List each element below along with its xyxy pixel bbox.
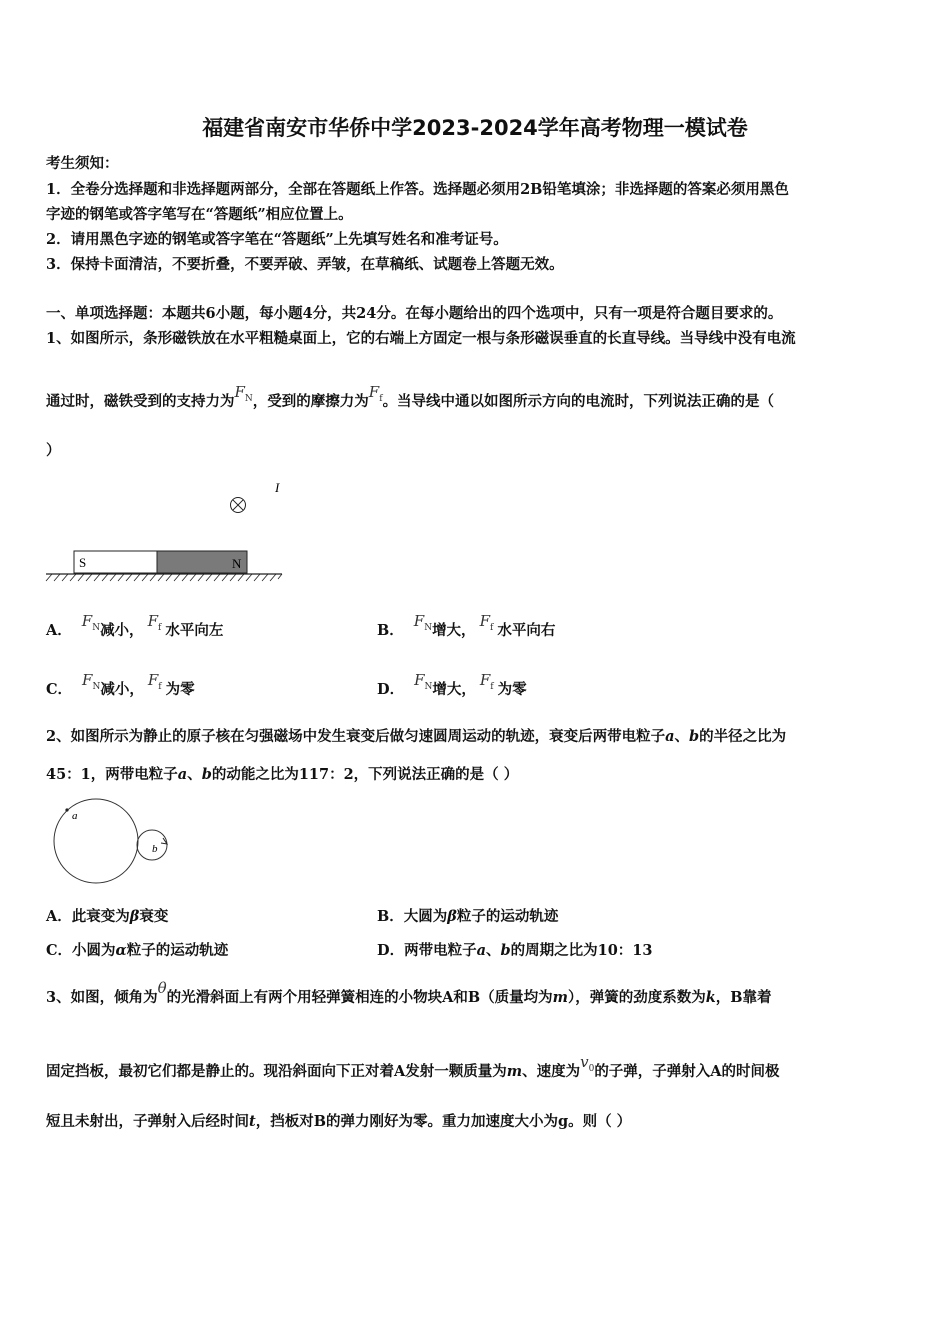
q1-text-a: 通过时，磁铁受到的支持力为	[46, 393, 235, 410]
section-heading: 一、单项选择题：本题共6小题，每小题4分，共24分。在每小题给出的四个选项中，只有一项是符合题目要求的。	[46, 305, 783, 322]
ff-symbol: $F_f$	[479, 612, 494, 633]
ff-symbol: $F_f$	[479, 671, 494, 692]
theta-symbol: θ	[157, 979, 167, 997]
fn-symbol: $F_N$	[413, 612, 433, 633]
notice-item-1-cont: 字迹的钢笔或答字笔写在“答题纸”相应位置上。	[46, 206, 353, 223]
q1-line-2	[46, 383, 775, 413]
q2-option-b[interactable]: B．大圆为β粒子的运动轨迹	[377, 908, 559, 925]
q2-option-d[interactable]: D．两带电粒子a、b的周期之比为10：13	[377, 942, 653, 959]
particle-b-label: b	[152, 843, 158, 855]
current-label: I	[275, 480, 280, 495]
q2-option-a[interactable]: A．此衰变为β衰变	[46, 908, 169, 925]
q1-option-a[interactable]: A．$F_N$减小，$F_f$ 水平向左	[46, 612, 224, 639]
q1-text-b: ，受到的摩擦力为	[252, 393, 369, 410]
particle-a-label: a	[72, 810, 78, 822]
ff-symbol: $F_f$	[368, 383, 383, 404]
q3-line-2: 固定挡板，最初它们都是静止的。现沿斜面向下正对着A发射一颗质量为m、速度为$v_0$的子弹，子弹射入A的时间极	[46, 1053, 780, 1080]
q1-line-1: 1、如图所示，条形磁铁放在水平粗糙桌面上，它的右端上方固定一根与条形磁误垂直的长直导线。当导线中没有电流	[46, 330, 796, 347]
ff-symbol: $F_f$	[147, 612, 162, 633]
q1-line-3: ）	[46, 442, 61, 459]
orbit-figure	[48, 794, 178, 890]
fn-symbol: $F_N$	[82, 671, 101, 692]
notice-item-1: 1．全卷分选择题和非选择题两部分，全部在答题纸上作答。选择题必须用2B铅笔填涂；非选择题的答案必须用黑色	[46, 181, 789, 198]
s-pole-label: S	[79, 555, 87, 570]
n-pole-label: N	[232, 556, 242, 571]
particle-a-dot	[65, 808, 68, 811]
notice-heading: 考生须知：	[46, 155, 119, 172]
notice-item-3: 3．保持卡面清洁，不要折叠，不要弄破、弄皱，在草稿纸、试题卷上答题无效。	[46, 256, 564, 273]
large-orbit	[54, 799, 138, 883]
magnet-figure	[40, 474, 290, 584]
fn-symbol: $F_N$	[414, 671, 433, 692]
fn-symbol: $F_N$	[234, 383, 253, 404]
q1-option-b[interactable]: B．$F_N$增大，$F_f$ 水平向右	[377, 612, 556, 639]
current-into-page-icon	[231, 498, 246, 513]
q2-option-c[interactable]: C．小圆为α粒子的运动轨迹	[46, 942, 229, 959]
v0-symbol: $v_0$	[580, 1053, 595, 1074]
q3-line-1: 3、如图，倾角为θ的光滑斜面上有两个用轻弹簧相连的小物块A和B（质量均为m），弹簧的劲度系数为k，B靠着	[46, 979, 772, 1006]
notice-item-2: 2．请用黑色字迹的钢笔或答字笔在“答题纸”上先填写姓名和准考证号。	[46, 231, 508, 248]
q1-option-d[interactable]: D．$F_N$增大，$F_f$ 为零	[377, 671, 527, 698]
q1-text-c: 。当导线中通以如图所示方向的电流时，下列说法正确的是（	[382, 393, 775, 410]
fn-symbol: $F_N$	[81, 612, 101, 633]
q2-line-1: 2、如图所示为静止的原子核在匀强磁场中发生衰变后做匀速圆周运动的轨迹，衰变后两带电粒子a、b的半径之比为	[46, 728, 787, 745]
table-hatching	[46, 574, 282, 581]
magnet-s-pole	[74, 551, 157, 573]
q3-line-3: 短且未射出，子弹射入后经时间t，挡板对B的弹力刚好为零。重力加速度大小为g。则（ ）	[46, 1113, 632, 1130]
ff-symbol: $F_f$	[147, 671, 162, 692]
page-title: 福建省南安市华侨中学2023-2024学年高考物理一模试卷	[202, 116, 748, 140]
q2-line-2: 45：1，两带电粒子a、b的动能之比为117：2，下列说法正确的是（ ）	[46, 766, 519, 783]
q1-option-c[interactable]: C．$F_N$减小，$F_f$ 为零	[46, 671, 195, 698]
